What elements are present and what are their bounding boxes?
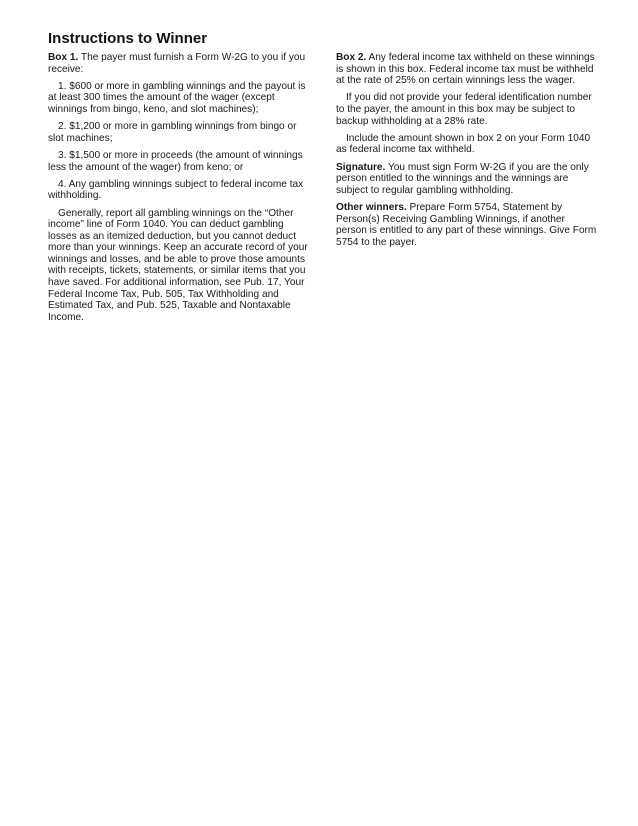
other-winners-paragraph xyxy=(336,202,598,248)
right-column xyxy=(336,52,598,329)
list-item: 3. $1,500 or more in proceeds (the amount of winnings less the amount of the wager) from keno; or xyxy=(48,149,303,173)
list-item: 2. $1,200 or more in gambling winnings from bingo or slot machines; xyxy=(48,121,297,144)
instructions-page xyxy=(48,30,598,329)
left-column xyxy=(48,52,311,329)
signature-heading: Signature. xyxy=(336,161,386,173)
box1-paragraph xyxy=(48,52,311,75)
list-item: 4. Any gambling winnings subject to federal income tax withholding. xyxy=(48,178,304,202)
box1-heading: Box 1. xyxy=(48,52,79,63)
other-winners-heading: Other winners. xyxy=(336,201,407,213)
other-winners-text: Prepare Form 5754, Statement by Person(s) Receiving Gambling Winnings, if another person is entitled to any part of these winnings. Give Form 5754 to the payer. xyxy=(336,201,597,248)
instruction-columns xyxy=(48,52,598,329)
box2-paragraph xyxy=(336,52,598,87)
backup-withholding-paragraph: If you did not provide your federal identification number to the payer, the amount in this box may be subject to backup withholding at a 28% rate. xyxy=(336,92,592,127)
include-amount-paragraph: Include the amount shown in box 2 on your Form 1040 as federal income tax withheld. xyxy=(336,132,591,156)
box2-heading: Box 2. xyxy=(336,52,367,63)
box2-text: Any federal income tax withheld on these winnings is shown in this box. Federal income tax must be withheld at the rate of 25% on certain winnings less the wager. xyxy=(336,52,595,87)
box1-text: The payer must furnish a Form W-2G to you if you receive: xyxy=(48,52,306,75)
list-item: 1. $600 or more in gambling winnings and the payout is at least 300 times the amount of the wager (except winnings from bingo, keno, and slot machines); xyxy=(48,80,306,115)
signature-text: You must sign Form W-2G if you are the only person entitled to the winnings and the winnings are subject to regular gambling withholding. xyxy=(336,161,589,196)
signature-paragraph xyxy=(336,162,598,197)
page-title: Instructions to Winner xyxy=(48,30,208,47)
general-reporting-paragraph: Generally, report all gambling winnings on the “Other income” line of Form 1040. You can deduct gambling losses as an itemized deduction, but you cannot deduct more than your winnings. Keep an accurate record of your winnings and losses, and be able to prove those amounts with receipts, tickets, statements, or similar items that you have saved. For additional information, see Pub. 17, Your Federal Income Tax, Pub. 505, Tax Withholding and Estimated Tax, and Pub. 525, Taxable and Nontaxable Income. xyxy=(48,207,308,323)
